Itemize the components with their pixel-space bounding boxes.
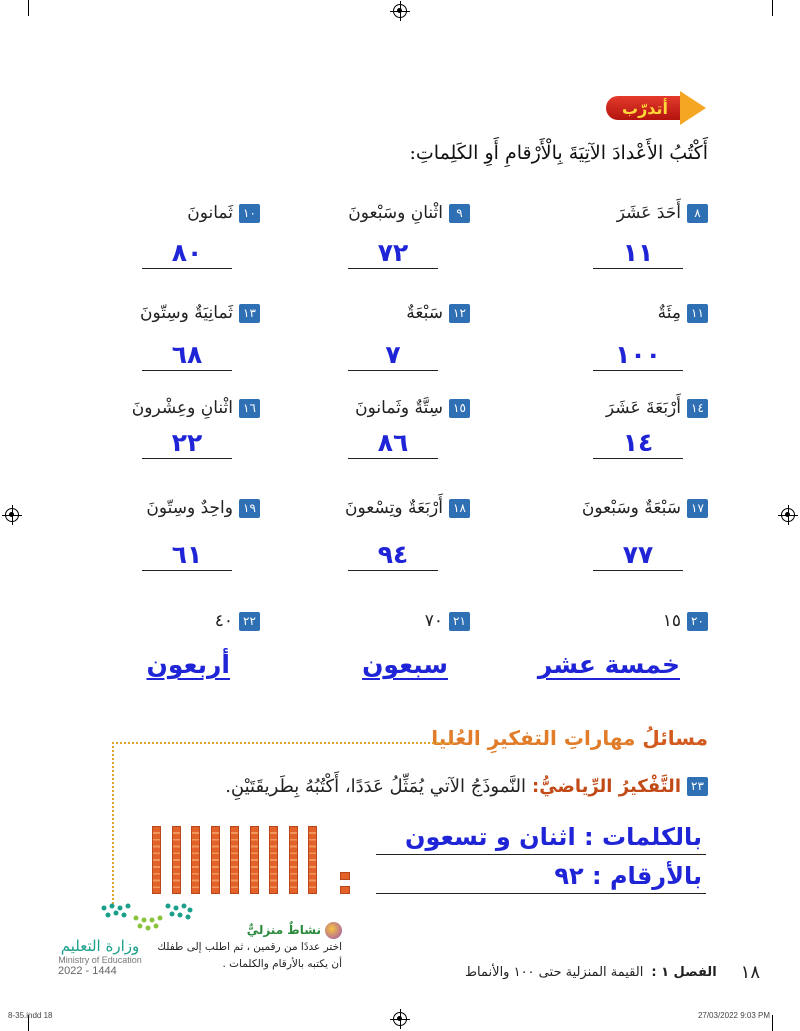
- ministry-branding: [50, 937, 150, 977]
- answer-field[interactable]: ٦٨: [142, 340, 232, 371]
- home-activity: [157, 922, 342, 973]
- answer-field[interactable]: ٧٧: [593, 540, 683, 571]
- answer-field[interactable]: ١٠٠: [593, 340, 683, 371]
- item-text: سَبْعَةٌ: [406, 303, 443, 323]
- item-number: ٢٣: [687, 777, 708, 796]
- item-number: ١٨: [449, 499, 470, 518]
- item-text: ٤٠: [214, 611, 233, 631]
- answer-field[interactable]: ٧٢: [348, 238, 438, 269]
- item-number: ١١: [687, 304, 708, 323]
- exercise-item: [345, 498, 470, 518]
- item-text: سِتَّةٌ وثَمانونَ: [355, 398, 443, 418]
- item-text: واحِدٌ وسِتّونَ: [146, 498, 233, 518]
- answer-line: [376, 893, 706, 894]
- question-text: النَّموذَجُ الآتي يُمَثِّلُ عَدَدًا، أَكْتُبُهُ بِطَريقَتَيْنِ.: [225, 776, 527, 797]
- unit-cube: [340, 886, 350, 894]
- registration-mark-icon: [781, 508, 795, 522]
- item-text: ثَمانِيَةٌ وسِتّونَ: [140, 303, 233, 323]
- item-number: ١٧: [687, 499, 708, 518]
- page-footer: [465, 962, 760, 983]
- home-activity-line: أن يكتبه بالأرقام والكلمات .: [222, 958, 342, 970]
- digits-answer[interactable]: بالأرقام : ٩٢: [554, 862, 702, 890]
- practice-label: أتدرّب: [621, 98, 669, 118]
- exercise-item: [215, 611, 260, 631]
- item-text: ١٥: [662, 611, 681, 631]
- item-text: أَرْبَعَةَ عَشَرَ: [605, 398, 681, 418]
- question-label: التَّفْكيرُ الرِّياضيُّ:: [532, 776, 681, 797]
- item-text: سَبْعَةٌ وسَبْعونَ: [581, 498, 681, 518]
- exercise-item: [355, 398, 470, 418]
- answer-field[interactable]: ٦١: [142, 540, 232, 571]
- home-activity-line: اختر عددًا من رقمين ، ثم اطلب إلى طفلك: [157, 941, 342, 953]
- tens-rod: [308, 826, 317, 894]
- tens-rod: [152, 826, 161, 894]
- words-answer[interactable]: بالكلمات : اثنان و تسعون: [405, 823, 702, 851]
- item-number: ٩: [449, 204, 470, 223]
- answer-line: [376, 854, 706, 855]
- answer-words[interactable]: أربعون: [146, 650, 230, 679]
- exercise-item: [132, 398, 260, 418]
- crop-mark: [772, 1015, 773, 1031]
- item-number: ١٣: [239, 304, 260, 323]
- item-number: ١٥: [449, 399, 470, 418]
- answer-field[interactable]: ٧: [348, 340, 438, 371]
- item-number: ١٠: [239, 204, 260, 223]
- item-text: ٧٠: [424, 611, 443, 631]
- hots-title-a: مسائلُ: [642, 726, 708, 750]
- ministry-arabic: وزارة التعليم: [60, 937, 140, 955]
- slug-timestamp: 27/03/2022 9:03 PM: [697, 1011, 770, 1020]
- answer-words[interactable]: سبعون: [362, 650, 448, 679]
- exercise-item: [606, 398, 708, 418]
- crop-mark: [28, 0, 29, 16]
- exercise-item: [348, 203, 470, 223]
- tens-rod: [191, 826, 200, 894]
- answer-words[interactable]: خمسة عشر: [537, 650, 680, 679]
- item-text: أَرْبَعَةٌ وتِسْعونَ: [345, 498, 443, 518]
- item-text: اثْنانِ وعِشْرونَ: [131, 398, 233, 418]
- registration-mark-icon: [393, 4, 407, 18]
- answer-field[interactable]: ٨٠: [142, 238, 232, 269]
- instruction-text: أَكْتُبُ الأَعْدادَ الآتِيَةَ بِالْأَرْقامِ أَوِ الكَلِماتِ:: [409, 142, 708, 164]
- crop-mark: [772, 0, 773, 16]
- exercise-item: [146, 498, 260, 518]
- ministry-english: Ministry of Education: [58, 955, 142, 965]
- tens-rod: [289, 826, 298, 894]
- home-activity-icon: [325, 922, 342, 939]
- slug-filename: 8-35.indd 18: [8, 1011, 53, 1020]
- answer-field[interactable]: ٨٦: [348, 428, 438, 459]
- item-number: ٢٠: [687, 612, 708, 631]
- hots-heading: [431, 726, 708, 750]
- item-number: ٨: [687, 204, 708, 223]
- unit-cube: [340, 872, 350, 880]
- exercise-item: [425, 611, 470, 631]
- tens-rod: [211, 826, 220, 894]
- question-23: [225, 776, 708, 797]
- exercise-item: [582, 498, 708, 518]
- tens-rod: [250, 826, 259, 894]
- registration-mark-icon: [5, 508, 19, 522]
- answer-field[interactable]: ٩٤: [348, 540, 438, 571]
- exercise-item: [663, 611, 708, 631]
- answer-field[interactable]: ١٤: [593, 428, 683, 459]
- dotted-divider: [112, 742, 454, 744]
- item-number: ٢٢: [239, 612, 260, 631]
- chapter-label: الفصل ١ :: [651, 965, 717, 980]
- item-number: ١٢: [449, 304, 470, 323]
- ministry-year: 2022 - 1444: [58, 965, 117, 977]
- item-number: ١٩: [239, 499, 260, 518]
- item-text: اثْنانِ وسَبْعونَ: [348, 203, 443, 223]
- exercise-item: [406, 303, 470, 323]
- item-number: ١٤: [687, 399, 708, 418]
- item-text: مِئَةٌ: [657, 303, 681, 323]
- answer-field[interactable]: ١١: [593, 238, 683, 269]
- answer-field[interactable]: ٢٢: [142, 428, 232, 459]
- hots-title-b: مهاراتِ التفكيرِ العُليا: [431, 726, 636, 750]
- page-number: ١٨: [740, 962, 760, 983]
- exercise-item: [617, 203, 708, 223]
- registration-mark-icon: [393, 1012, 407, 1026]
- tens-rod: [172, 826, 181, 894]
- home-activity-title: نشاطٌ منزليٌّ: [246, 923, 321, 937]
- exercise-item: [658, 303, 708, 323]
- dotted-divider: [112, 742, 114, 904]
- exercise-item: [140, 303, 260, 323]
- item-text: ثَمانونَ: [187, 203, 233, 223]
- item-text: أَحَدَ عَشَرَ: [616, 203, 681, 223]
- item-number: ١٦: [239, 399, 260, 418]
- exercise-item: [187, 203, 260, 223]
- arrow-icon: [680, 91, 706, 125]
- practice-banner: [606, 96, 684, 120]
- chapter-title: القيمة المنزلية حتى ١٠٠ والأنماط: [465, 965, 644, 980]
- tens-rod: [230, 826, 239, 894]
- tens-rod: [269, 826, 278, 894]
- item-number: ٢١: [449, 612, 470, 631]
